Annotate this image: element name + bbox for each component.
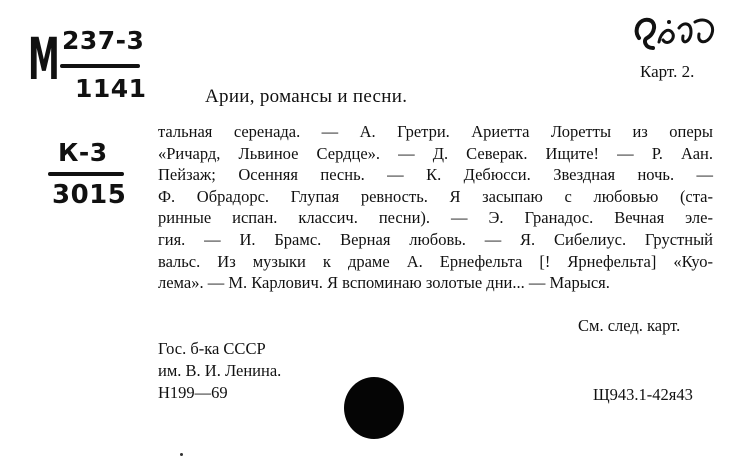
body-line: Ф. Обрадорс. Глупая ревность. Я засыпаю с любовью (ста- <box>158 186 713 206</box>
body-line: Пейзаж; Осенняя песнь. — К. Дебюсси. Звездная ночь. — <box>158 165 713 185</box>
card-heading: Арии, романсы и песни. <box>205 86 408 107</box>
code-bottom: 3015 <box>52 180 127 210</box>
speck <box>180 453 183 456</box>
imprint-line: Н199—69 <box>158 382 228 402</box>
body-line: гия. — И. Брамс. Верная любовь. — Я. Сибелиус. Грустный <box>158 229 713 249</box>
punch-hole <box>344 377 404 439</box>
card-number: Карт. 2. <box>640 62 695 81</box>
classification-mark: Щ943.1-42я43 <box>593 385 693 404</box>
body-line: ринные испан. классич. песни). — Э. Гранадос. Вечная эле- <box>158 208 713 228</box>
shelf-number-top: 237-3 <box>62 26 145 55</box>
imprint-line: Гос. б-ка СССР <box>158 339 266 358</box>
shelf-letter: М <box>28 25 61 93</box>
stamp-signature <box>625 8 725 58</box>
body-line: тальная серенада. — А. Гретри. Ариетта Лоретты из оперы <box>158 122 713 141</box>
code-divider <box>48 172 124 176</box>
card-body <box>158 121 713 294</box>
body-line: лема». — М. Карлович. Я вспоминаю золотые дни... — Марыся. <box>158 273 610 293</box>
body-line: вальс. Из музыки к драме А. Ернефельта [! Ярнефельта] «Куо- <box>158 251 713 271</box>
imprint-line: им. В. И. Ленина. <box>158 360 282 380</box>
shelf-number-bottom: 1141 <box>75 74 147 103</box>
body-line: «Ричард, Львиное Сердце». — Д. Северак. Ищите! — Р. Аан. <box>158 143 713 163</box>
library-imprint <box>158 338 281 403</box>
code-top: К-3 <box>58 138 108 167</box>
shelf-divider <box>60 64 140 68</box>
see-next-card: См. след. карт. <box>578 316 681 335</box>
